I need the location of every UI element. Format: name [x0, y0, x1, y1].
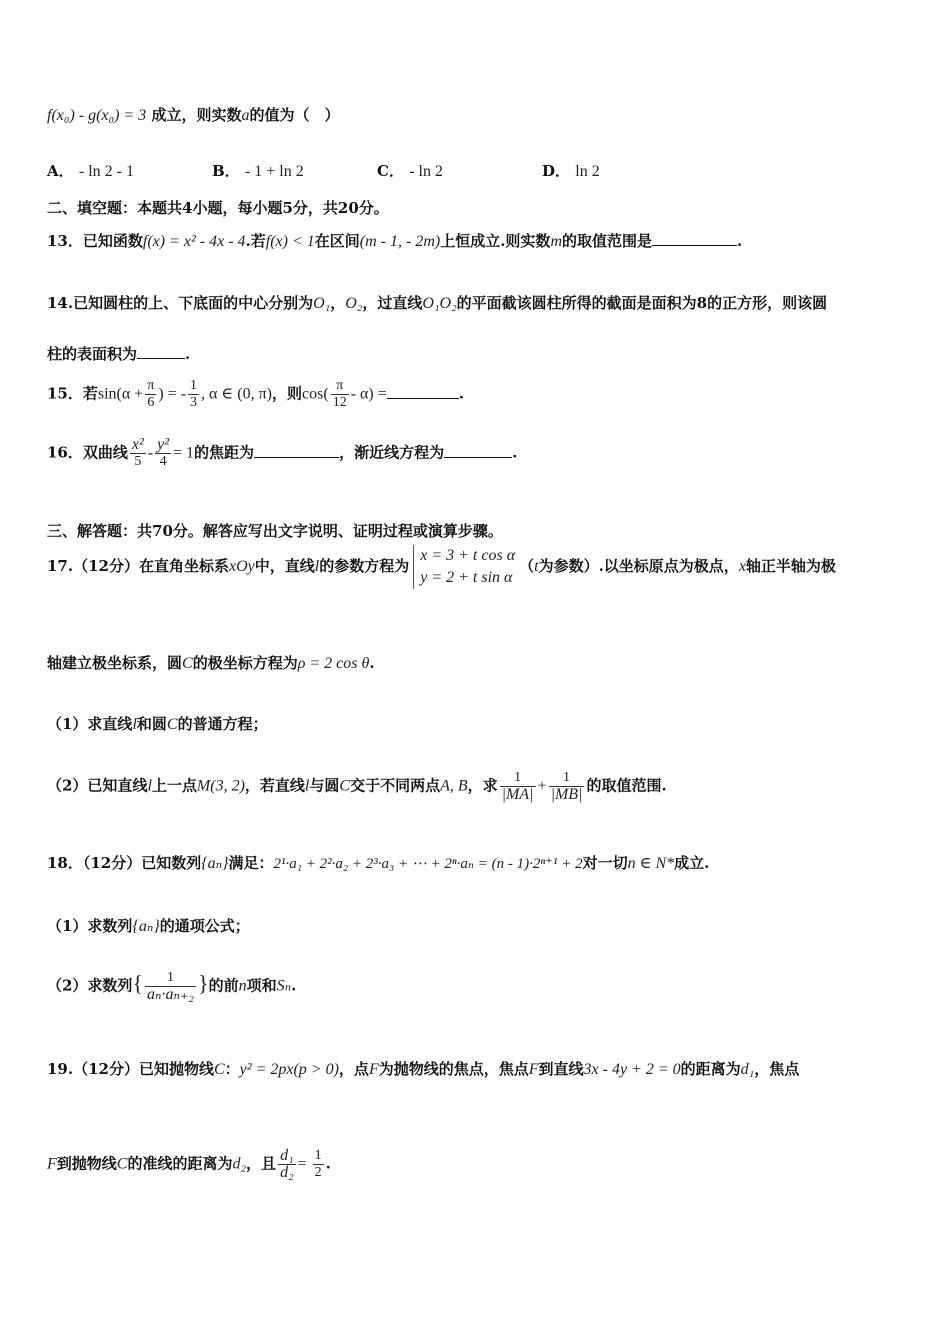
section-3-heading: 三、解答题：共70分。解答应写出文字说明、证明过程或演算步骤。	[47, 522, 503, 540]
q13: 13．已知函数f(x) = x² - 4x - 4.若f(x) < 1在区间(m - 1, - 2m)上恒成立.则实数m的取值范围是 .	[47, 232, 743, 250]
q16: 16．双曲线 $\frac{\text{x²}}{5}$ - $\frac{\text{y²}}{4}$ = 1的焦距为 ，渐近线方程为 .	[47, 436, 518, 469]
q12-formula: f(x₀) - g(x₀) = 3	[47, 107, 147, 124]
q17-line2: 轴建立极坐标系，圆C的极坐标方程为ρ = 2 cos θ.	[47, 654, 375, 672]
q17-parametric-system: x = 3 + t cos α y = 2 + t sin α	[413, 545, 515, 589]
q12-statement: f(x₀) - g(x₀) = 3 成立，则实数a的值为（ ）	[47, 106, 340, 124]
option-a[interactable]: A． - ln 2 - 1	[47, 162, 134, 180]
q17-line1: 17.（12分）在直角坐标系xOy中，直线l的参数方程为 x = 3 + t cos α y = 2 + t sin α （t为参数）.以坐标原点为极点，x轴正半轴为极	[47, 545, 836, 589]
section-2-heading: 二、填空题：本题共4小题，每小题5分，共20分。	[47, 199, 389, 217]
option-c[interactable]: C． - ln 2	[377, 162, 443, 180]
q15: 15．若sin(α + $\frac{\pi}{6}$ ) = - $\frac{1}{3}$ , α ∈ (0, π)，则cos( $\frac{\pi}{12}$ - α) = .	[47, 378, 464, 410]
q17-part2: （2）已知直线l上一点M(3, 2)，若直线l与圆C交于不同两点A, B，求 $\frac{1}{|MA|}$ + $\frac{1}{|MB|}$ 的取值范围.	[47, 770, 667, 803]
q14-answer-blank[interactable]	[137, 344, 185, 359]
q14-line1: 14.已知圆柱的上、下底面的中心分别为O₁，O₂，过直线O₁O₂的平面截该圆柱所得的截面是面积为8的正方形，则该圆	[47, 294, 828, 312]
option-d[interactable]: D． ln 2	[542, 162, 600, 180]
q19-line2: F到抛物线C的准线的距离为d₂，且 $\frac{\text{d₁}}{\text{d₂}}$ = $\frac{1}{2}$ .	[47, 1147, 331, 1181]
q17-part1: （1）求直线l和圆C的普通方程；	[47, 715, 268, 733]
option-b[interactable]: B． - 1 + ln 2	[212, 162, 304, 180]
q15-answer-blank[interactable]	[387, 384, 459, 399]
q18: 18．（12分）已知数列{aₙ}满足：2¹·a₁ + 2²·a₂ + 2³·a₃ + ⋯ + 2ⁿ·aₙ = (n - 1)·2ⁿ⁺¹ + 2对一切n ∈ N*成立.	[47, 854, 710, 872]
q18-part2: （2）求数列{ $\frac{1}{\text{aₙ·aₙ₊₂}}$ }的前n项和Sₙ.	[47, 970, 297, 1003]
q16-asymptote-blank[interactable]	[444, 443, 512, 458]
q19-line1: 19.（12分）已知抛物线C：y² = 2px(p > 0)，点F为抛物线的焦点，焦点F到直线3x - 4y + 2 = 0的距离为d₁，焦点	[47, 1060, 800, 1078]
q13-answer-blank[interactable]	[652, 231, 737, 246]
q18-part1: （1）求数列{aₙ}的通项公式；	[47, 917, 250, 935]
q16-focal-blank[interactable]	[254, 443, 339, 458]
q12-options	[47, 160, 707, 181]
q14-line2: 柱的表面积为 .	[47, 345, 191, 363]
